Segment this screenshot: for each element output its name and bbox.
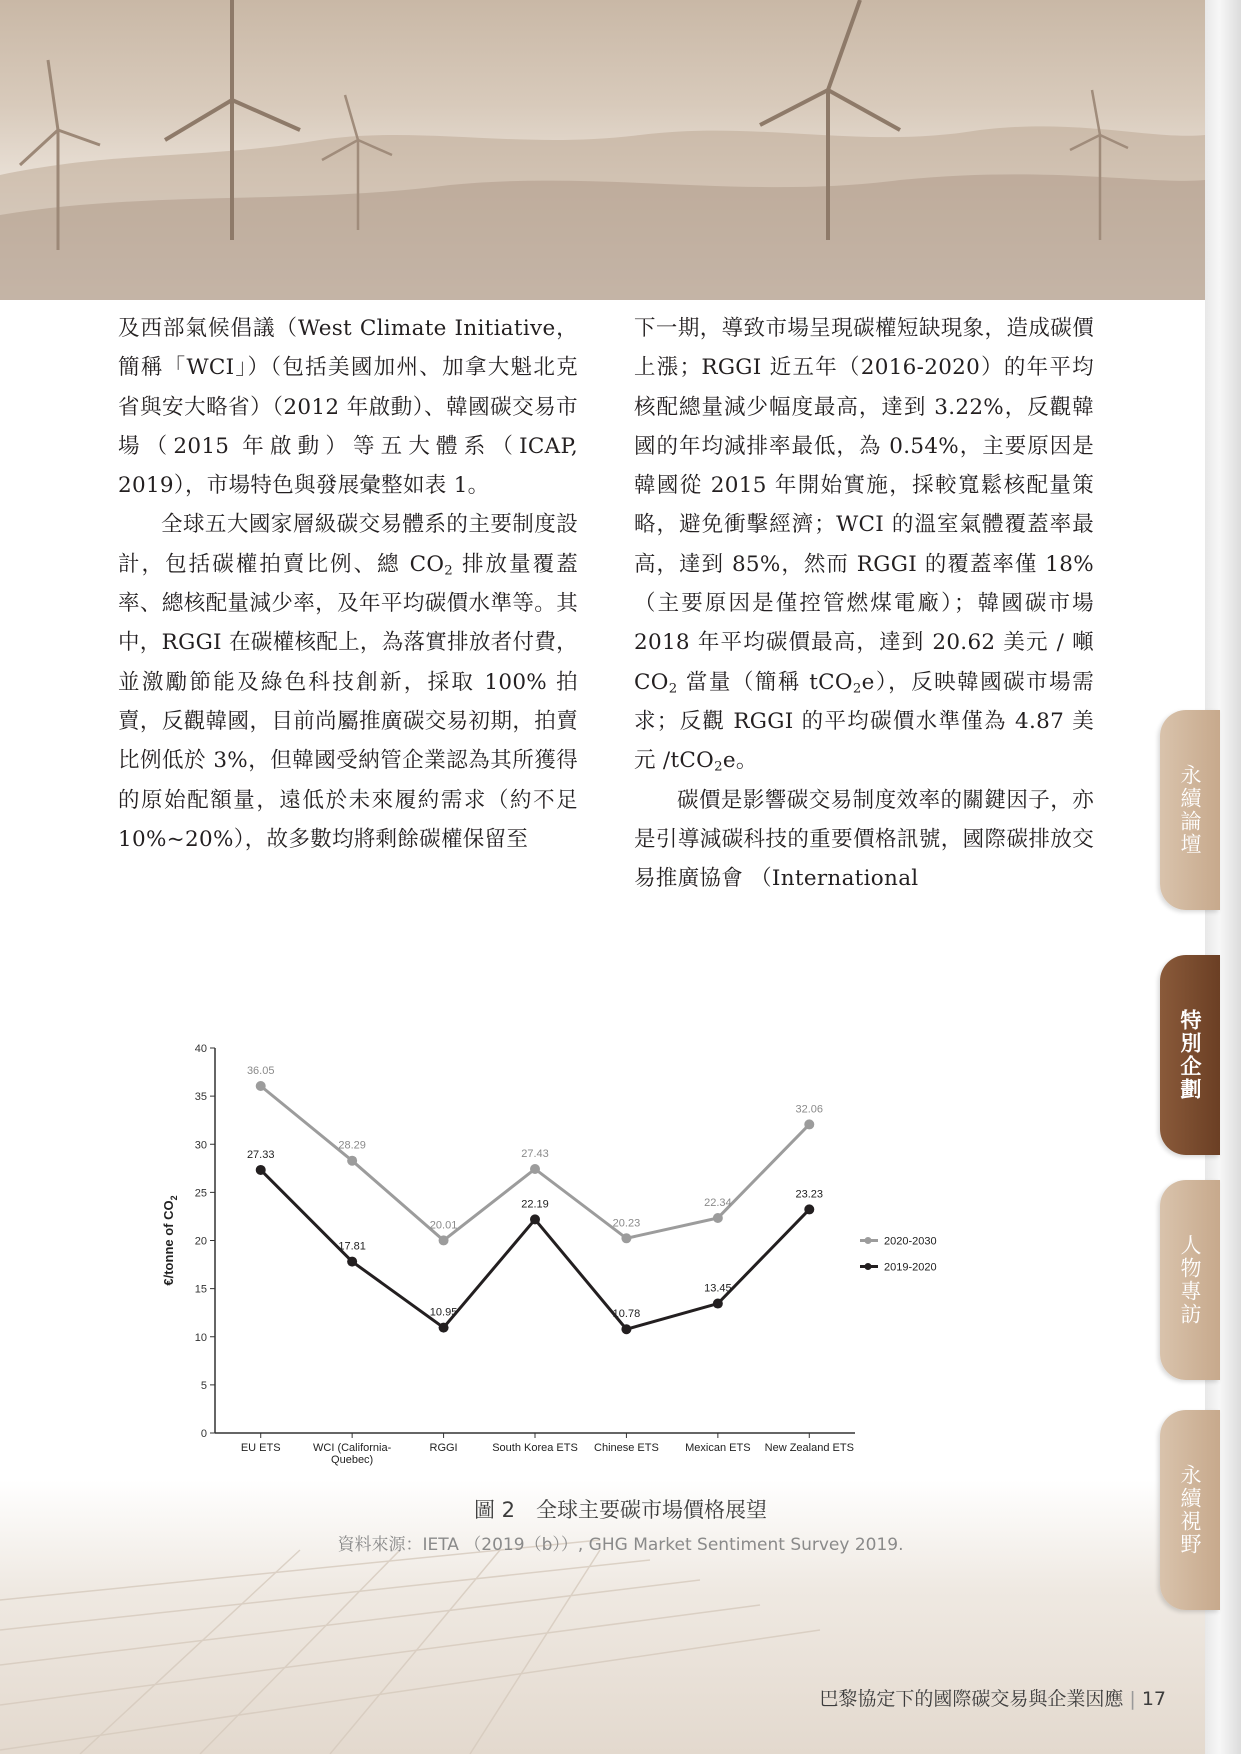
y-tick-label: 40 — [194, 1043, 207, 1055]
y-tick-label: 10 — [194, 1331, 207, 1344]
data-label: 10.78 — [612, 1308, 641, 1321]
left-text-column — [118, 309, 578, 859]
data-point — [347, 1257, 357, 1267]
data-point — [804, 1119, 814, 1129]
data-point — [530, 1164, 540, 1174]
data-label: 27.43 — [521, 1147, 549, 1160]
x-tick-label: Chinese ETS — [594, 1442, 659, 1454]
data-label: 22.19 — [521, 1198, 549, 1211]
x-tick-label: Mexican ETS — [685, 1442, 751, 1454]
data-point — [439, 1235, 449, 1245]
subscript: 2 — [444, 563, 454, 579]
subscript: 2 — [668, 681, 678, 696]
data-point — [256, 1165, 266, 1175]
wind-turbine-illustration — [0, 0, 1205, 300]
tab-sustainability-vision[interactable]: 永續視野 — [1160, 1410, 1220, 1610]
figure-caption: 圖 2 全球主要碳市場價格展望 — [473, 1498, 768, 1522]
legend-marker — [865, 1263, 872, 1270]
header-photo — [0, 0, 1205, 300]
data-point — [621, 1324, 631, 1334]
legend-marker — [865, 1237, 872, 1244]
paragraph — [118, 505, 578, 859]
data-label: 17.81 — [338, 1240, 366, 1253]
data-point — [347, 1156, 357, 1166]
tab-interviews[interactable]: 人物專訪 — [1160, 1180, 1220, 1380]
paragraph — [634, 309, 1094, 781]
y-tick-label: 15 — [194, 1283, 207, 1296]
data-label: 13.45 — [704, 1282, 732, 1295]
subscript: 2 — [852, 681, 862, 696]
data-label: 32.06 — [795, 1103, 824, 1116]
data-label: 28.29 — [338, 1139, 366, 1152]
data-point — [256, 1081, 266, 1091]
page-footer — [819, 1684, 1166, 1711]
paragraph: 碳價是影響碳交易制度效率的關鍵因子，亦是引導減碳科技的重要價格訊號，國際碳排放交易推廣協會 （International — [634, 787, 1094, 892]
tab-special-feature[interactable]: 特別企劃 — [1160, 955, 1220, 1155]
data-label: 23.23 — [795, 1188, 824, 1201]
subscript: 2 — [714, 759, 723, 775]
tab-sustainability-forum[interactable]: 永續論壇 — [1160, 710, 1220, 910]
data-label: 20.23 — [612, 1217, 641, 1230]
text-run: e），反映韓國碳市場需求；反觀 RGGI 的平均碳價水準僅為 4.87 美元 /tCO — [634, 669, 1094, 774]
x-tick-label: New Zealand ETS — [764, 1442, 854, 1454]
figure-source: 資料來源：IETA （2019（b））, GHG Market Sentiment Survey 2019. — [337, 1535, 904, 1555]
legend-label: 2020-2030 — [884, 1235, 937, 1248]
data-point — [439, 1323, 449, 1333]
y-tick-label: 35 — [194, 1091, 207, 1104]
text-run: 全球五大國家層級碳交易體系的主要制度設計，包括碳權拍賣比例、總 CO — [118, 512, 578, 577]
x-tick-label: RGGI — [429, 1442, 458, 1454]
data-point — [713, 1213, 723, 1223]
x-tick-label: Quebec) — [331, 1454, 374, 1466]
x-tick-label: South Korea ETS — [492, 1442, 578, 1454]
footer-separator: | — [1129, 1688, 1136, 1710]
data-point — [621, 1233, 631, 1243]
data-point — [530, 1214, 540, 1224]
paragraph: 及西部氣候倡議（West Climate Initiative，簡稱「WCI」）（包括美國加州、加拿大魁北克省與安大略省）（2012 年啟動）、韓國碳交易市場（2015 年啟動）等五大體系（ICAP, 2019），市場特色與發展彙整如表 1。 — [118, 316, 578, 499]
x-tick-label: EU ETS — [240, 1442, 281, 1454]
chart-svg — [155, 1030, 1055, 1470]
right-text-column — [634, 309, 1094, 898]
y-tick-label: 5 — [200, 1379, 207, 1392]
text-run: 排放量覆蓋率、總核配量減少率，及年平均碳價水準等。其中，RGGI 在碳權核配上，為落實排放者付費，並激勵節能及綠色科技創新，採取 100% 拍賣，反觀韓國，目前尚屬推廣碳交易初期，拍賣比例低於 3%，但韓國受納管企業認為其所獲得的原始配額量，遠低於未來履約需求（約不足 10%~20%），故多數均將剩餘碳權保留至 — [118, 551, 578, 852]
y-tick-label: 25 — [194, 1187, 207, 1200]
data-point — [804, 1204, 814, 1214]
text-run: 下一期，導致市場呈現碳權短缺現象，造成碳價上漲；RGGI 近五年（2016-2020）的年平均核配總量減少幅度最高，達到 3.22%，反觀韓國的年均減排率最低，為 0.54%，主要原因是韓國從 2015 年開始實施，採較寬鬆核配量策略，避免衝擊經濟；WCI 的溫室氣體覆蓋率最高，達到 85%，然而 RGGI 的覆蓋率僅 18%（主要原因是僅控管燃煤電廠）；韓國碳市場 2018 年平均碳價最高，達到 20.62 美元 / 噸 CO — [634, 316, 1094, 695]
y-axis-label-sub: 2 — [169, 1195, 179, 1201]
text-run: 當量（簡稱 tCO — [677, 669, 853, 695]
text-run: e。 — [722, 748, 758, 774]
data-label: 22.34 — [704, 1196, 732, 1209]
data-point — [713, 1299, 723, 1309]
data-label: 20.01 — [429, 1219, 458, 1232]
footer-title: 巴黎協定下的國際碳交易與企業因應 — [819, 1688, 1124, 1710]
legend-label: 2019-2020 — [884, 1261, 937, 1274]
data-label: 10.95 — [429, 1306, 458, 1319]
y-axis-label — [161, 1195, 179, 1285]
y-tick-label: 20 — [194, 1235, 207, 1248]
y-axis-label-main: €/tonne of CO — [161, 1200, 176, 1286]
data-label: 27.33 — [246, 1148, 275, 1161]
data-label: 36.05 — [246, 1065, 275, 1078]
x-tick-label: WCI (California- — [313, 1442, 392, 1454]
page-number: 17 — [1141, 1688, 1166, 1710]
y-tick-label: 30 — [194, 1139, 207, 1152]
carbon-price-chart — [155, 1030, 1055, 1470]
y-tick-label: 0 — [200, 1428, 207, 1440]
